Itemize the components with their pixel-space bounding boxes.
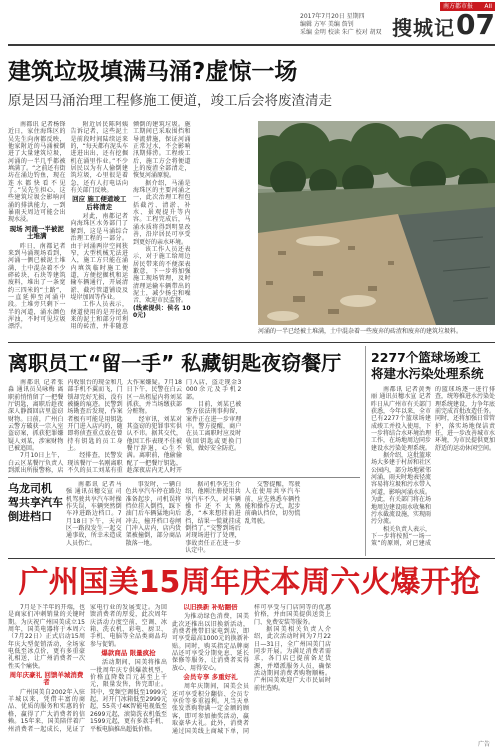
- story1-headline: 建筑垃圾填满马涌?虚惊一场: [8, 59, 298, 85]
- ad-body: [8, 604, 495, 740]
- article-paragraph: 事发时，一辆白色共享汽车停在路边准备起步，司机误将挡位挂入倒挡，踩下油门后车辆猛地向后冲去，撞开档口卷闸门冲入店内，店内货架被撞倒，部分商品散落一地。: [125, 481, 182, 547]
- story-divider: [8, 477, 360, 478]
- story3-headline-line: 驾共享汽车: [8, 496, 63, 509]
- article-paragraph: 附近居民陈阿姨告诉记者，这些泥土是前段时间陆续运来的，“每天都有泥头车进进出出，还有挖掘机在涌里作业。”不少居民以为有人偷倒建筑垃圾，心里很是着急，还有人打电话向有关部门反映。: [70, 121, 128, 195]
- story4-headline-line: 2277个篮球场竣工: [371, 350, 481, 365]
- page-code: AII: [484, 3, 492, 10]
- photo-caption: 河涌的一半已经被土堆满，土中混杂着一些废弃的砖渣和废弃的建筑垃圾料。: [258, 328, 463, 335]
- ad-label: 广告: [478, 741, 491, 748]
- story4-body: [371, 386, 495, 554]
- article-paragraph: 南都讯 记者张淼 通讯员吴咏梅 离职前悄悄留了一把餐厅钥匙，离职后趁夜深人静溜回店里盗窃财物。日前，广州白云警方破获一宗入室盗窃案，抓获犯罪嫌疑人刘某，涉案财物已被追回。: [8, 379, 64, 453]
- article-paragraph: 据司机李先生介绍，他刚注册使用共享汽车不久，对车辆操作还不太熟悉，“本来想挂前进挡，结果一慌就挂成倒挡了。”交警到场后对现场进行了处理，事故责任正在进一步认定中。: [185, 481, 241, 555]
- article-paragraph: 目前，刘某已被警方依法刑事拘留，案件正在进一步审理中。警方提醒，商户在员工离职时应及时收回钥匙或更换门锁，做好安全防范。: [185, 401, 242, 453]
- article-paragraph: 周年庆期间，国美会员还可享受积分翻倍、会员专享价等多重福利。凡当天单张发票购物满一定金额的顾客，即可参加抽奖活动，赢取豪华大礼。此外，消费者通过国美线上商城下单，同样可享受与门店同等的优惠价格，并由国美提供送货上门、免费安装等服务。: [172, 604, 331, 735]
- story2-body: [8, 379, 360, 475]
- article-paragraph: 昨日，南都记者来到马涌现场看到，河涌一侧已被泥土堆满，土中混杂着不少碎砖块、石块等建筑废料，堆出了一条宽约三四米的“土路”，一直延伸至河涌中段。土堆旁只剩下一半的河道，涌水颜色浑浊，不时可见垃圾漂浮。: [8, 242, 66, 331]
- article-paragraph: 南都讯 记者马强 通讯员穗交宣 司机驾驶共享汽车时操作失误，车辆突然倒车冲进路边档口。7月18日下午，天河区一路段发生一起交通事故，所幸未造成人员伤亡。: [66, 481, 122, 547]
- article-subheading: 爆款商品 限量疯抢: [101, 649, 156, 658]
- story3-headline: [8, 482, 64, 524]
- article-subheading: 现场 河涌一半被泥土堆满: [9, 224, 64, 241]
- story1-tip-credit: (线索提供：侯名 100元): [133, 304, 191, 319]
- story1-paragraphs: [8, 121, 191, 334]
- story4-headline-line: 将建水污染处理系统: [371, 366, 484, 381]
- masthead-divider: [8, 44, 495, 46]
- story4-paragraphs: [371, 386, 495, 554]
- story3-headline-line: 乌龙司机: [8, 482, 52, 495]
- article-subheading: 以旧换新 补贴翻倍: [183, 604, 238, 611]
- story3-headline-line: 倒进档口: [8, 510, 52, 523]
- article-paragraph: 南都讯 记者黄秀丽 通讯员穗水宣 记者昨日从广州市有关部门获悉，今年以来，全市已有2277个篮球场建成竣工并投入使用，下一步将结合水环境治理工作，在场地周边同步建设水污染处理系统。: [371, 386, 432, 452]
- section-divider: [8, 558, 495, 559]
- story1-body: [8, 121, 253, 334]
- article-paragraph: 相关负责人表示，下一步将按照“一场一策”的原则，对已建成的篮球场逐一进行排查，统筹推进水污染处理系统建设，力争年底前完成首批改造任务。同时，还将加强日常管护，落实场地保洁责任，进一步改善城市水环境，为市民提供更加舒适的运动休闲空间。: [371, 386, 495, 548]
- article-paragraph: 为推动绿色消费，国美此次还推出以旧换新活动，消费者携带旧家电到店，即可享受最高1000元的换新补贴。同时，购买指定品牌商品还可享受分期免息、延长保修等服务，让消费者买得放心、用得安心。: [172, 613, 249, 672]
- issue-date: 2017年7月20日 星期四: [300, 13, 365, 20]
- article-paragraph: 据介绍，这批篮球场大多建于村居和社区公园内，部分场地紧邻河涌，雨天时地表径流容易将垃圾和污水带入河道，影响河涌水质。为此，有关部门将在场地周边建设雨水收集和污水截流设施，实现雨污分流。: [371, 452, 432, 526]
- story3-body: [66, 481, 360, 555]
- proofreaders-line: 采编 金明 校读 朱广 校对 胡双: [300, 29, 382, 36]
- masthead-info: [300, 13, 390, 37]
- article-paragraph: 经审讯，刘某对其盗窃的犯罪事实供认不讳。据其交代，他因工作表现不佳被餐厅辞退，心生不满。离职前，他偷偷配了一把餐厅钥匙，趁深夜店内无人时开门入店，盗走现金3000余元及手机2部。: [126, 379, 242, 475]
- article-paragraph: 南都讯 记者杨锋 近日，家住海珠区的吴先生向南都反映，他家附近的马涌被倒进了大量建筑垃圾，河涌的一半几乎都被填满了。“之前还有街坊在涌边钓鱼，现在连水都快看不见了。”吴先生担心，这些建筑垃圾会影响河涌的排洪能力，一到暴雨天周边可能会出现水浸。: [8, 121, 66, 224]
- article-paragraph: 交警提醒，驾驶人在使用共享汽车前，应先熟悉车辆性能和操作方式，起步前确认挡位，切勿慌乱驾驶。: [244, 481, 301, 525]
- story3-paragraphs: [66, 481, 300, 555]
- article-paragraph: 据介绍，马涌是海珠区的主要河涌之一，此次治理工程包括截污、清淤、补水、景观提升等内容。工程完成后，马涌水质将得到明显改善，沿岸居民可享受到更好的亲水环境。: [133, 179, 191, 246]
- article-paragraph: 经排查，民警发现该餐厅一名刚离职不久的员工刘某有重大作案嫌疑。7月18日下午，民警在白云区一出租屋内将刘某抓获，并当场缴获部分赃物。: [67, 379, 182, 475]
- story2-paragraphs: [8, 379, 241, 475]
- section-divider: [8, 342, 495, 343]
- article-paragraph: 活动期间，国美将推出一批周年庆专供爆款机型，价格直降数百元甚至上千元，限量发售，售完即止。其中，变频空调低至1999元起，对开门冰箱低至2999元起，55英寸4K智能电视低至2699元起，滚筒洗衣机低至1599元起，更有多款手机、平板电脑推出超低价格。: [90, 659, 167, 733]
- ad-paragraphs: [8, 604, 331, 740]
- article-paragraph: 广州国美自2002年入驻羊城以来，凭借丰富的商品、优质的服务和实惠的价格，赢得了广大消费者的信赖。15年来，国美陪伴着广州消费者一起成长，见证了家电行业的发展变迁。为回馈消费者的厚爱，此次周年庆活动力度空前，空调、冰箱、洗衣机、彩电、厨卫、手机、电脑等全品类商品均参与促销。: [8, 604, 167, 733]
- article-paragraph: 对此，南都记者向海珠区水务部门了解到，这是马涌综合治理工程的一部分。由于河涌两岸空间狭窄，大型机械无法进入，施工方只能在涌内填筑临时施工便道，方便挖掘机和运输车辆通行，开展清淤、截污管道铺设及堤岸加固等作业。: [70, 213, 128, 301]
- article-paragraph: 该工作人员还表示，对于施工给周边居民带来的不便深表歉意，下一步将加强施工现场管理，及时清理运输车辆带出的泥土，减少扬尘和噪音，欢迎市民监督。: [133, 245, 191, 305]
- story1-photo: [258, 121, 495, 325]
- story4-headline: [371, 350, 495, 382]
- article-subheading: 会员专享 多重好礼: [183, 673, 238, 682]
- story2-headline: 离职员工“留一手” 私藏钥匙夜窃餐厅: [8, 351, 342, 375]
- story1-subhead: 原是因马涌治理工程修施工便道，竣工后会将废渣清走: [8, 93, 332, 109]
- article-paragraph: 7月10日上午，白云区某餐厅负责人到派出所报警称，店内收银台的现金和几部手机不翼而飞，门锁却完好无损，没有被撬的痕迹。民警到场勘查后发现，作案者极有可能是用钥匙开门进入店内的，随即将侦查重点放在曾持有钥匙的员工身上。: [8, 379, 123, 475]
- page-number: 07: [456, 8, 495, 41]
- article-paragraph: 据国美相关负责人介绍，此次活动时间为7月22日—31日，全广州国美门店同步开展。为满足消费者需求，各门店已提前备足货源，并增派服务人员，确保活动期间消费者购物顺畅。广州国美欢迎广大市民届时前往选购。: [254, 626, 331, 692]
- article-subheading: 周年庆豪礼 回馈羊城消费者: [9, 671, 84, 687]
- column-divider: [365, 346, 366, 556]
- article-subheading: 回应 施工便道竣工后将清走: [72, 195, 127, 211]
- article-paragraph: 工作人员表示，便道使用的是开挖出来的泥土和部分可利用的砖渣，并非随意倾倒的建筑垃圾。施工期间已采取围挡和导流措施，保证河涌正常过水，不会影响汛期排涝。工程竣工后，施工方会将便道上的废渣全部清走，恢复河涌原貌。: [70, 121, 191, 331]
- section-name: 搜城记: [392, 16, 455, 40]
- article-paragraph: 7月是下半年的开端，也是商家们冲刺销量的关键时期。为庆祝广州国美成立15周年，国美电器将于本周六（7月22日）正式启动15周年庆大型促销活动，全场家电低至冰点价，更有多重豪礼相送，让广州消费者一次性买个痛快。: [8, 604, 85, 670]
- ad-headline: 广州国美15周年庆本周六火爆开抢: [18, 565, 481, 600]
- newspaper-name: 南方都市报: [443, 3, 474, 10]
- editors-line: 编辑 方军 美编 詹钊: [300, 21, 354, 28]
